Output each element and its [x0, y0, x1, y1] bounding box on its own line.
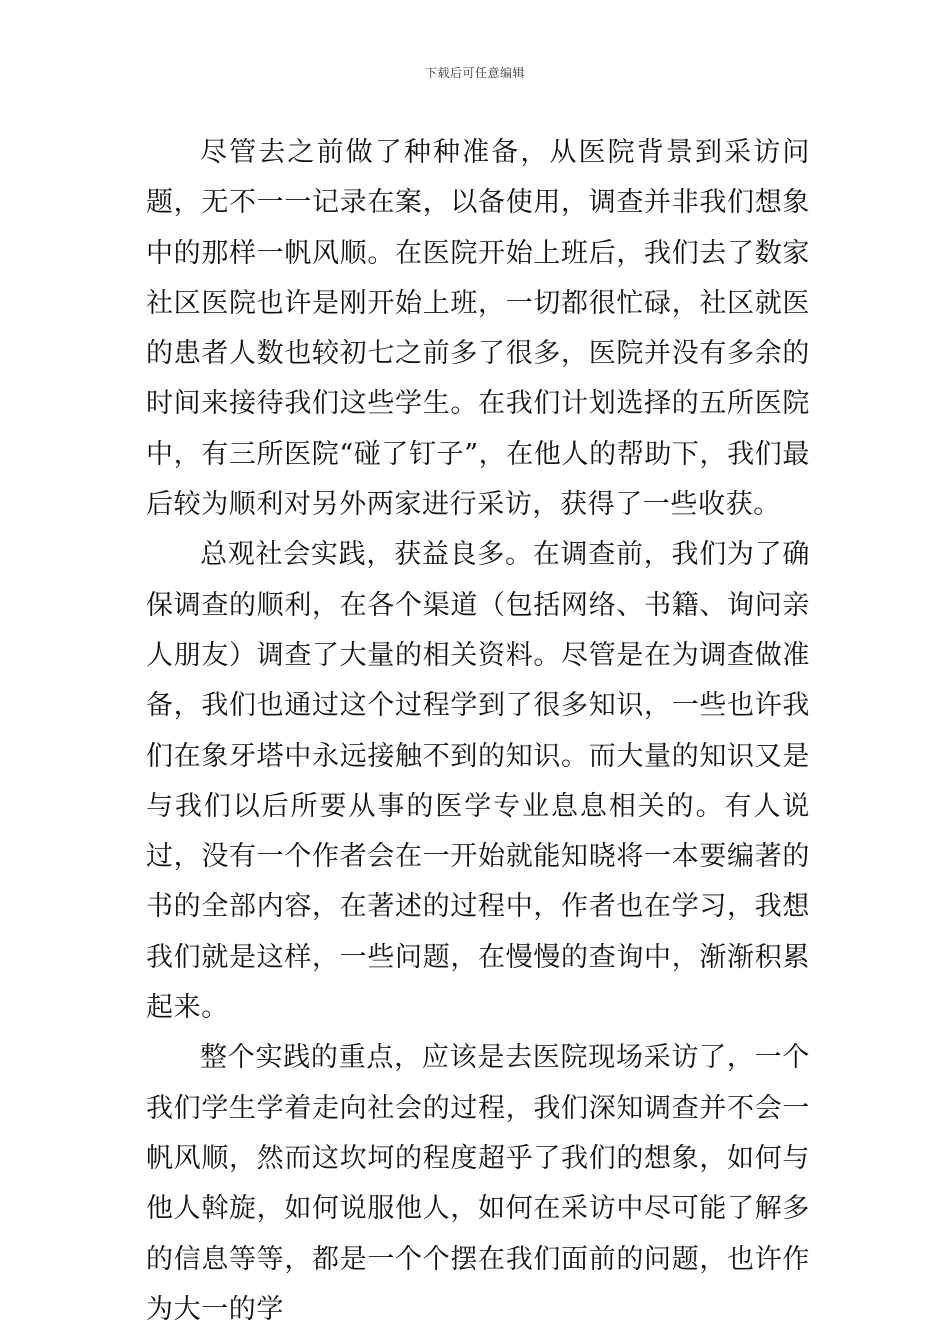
page-header-note: 下载后可任意编辑 — [424, 66, 525, 80]
paragraph-2: 总观社会实践，获益良多。在调查前，我们为了确保调查的顺利，在各个渠道（包括网络、书籍、询问亲人朋友）调查了大量的相关资料。尽管是在为调查做准备，我们也通过这个过程学到了很多知识，一些也许我们在象牙塔中永远接触不到的知识。而大量的知识又是与我们以后所要从事的医学专业息息相关的。有人说过，没有一个作者会在一开始就能知晓将一本要编著的书的全部内容，在著述的过程中，作者也在学习，我想我们就是这样，一些问题，在慢慢的查询中，渐渐积累起来。 — [146, 539, 810, 1024]
paragraph-3: 整个实践的重点，应该是去医院现场采访了，一个我们学生学着走向社会的过程，我们深知调查并不会一帆风顺，然而这坎坷的程度超乎了我们的想象，如何与他人斡旋，如何说服他人，如何在采访中尽可能了解多的信息等等，都是一个个摆在我们面前的问题，也许作为大一的学 — [146, 1042, 810, 1325]
paragraph-1: 尽管去之前做了种种准备，从医院背景到采访问题，无不一一记录在案，以备使用，调查并非我们想象中的那样一帆风顺。在医院开始上班后，我们去了数家社区医院也许是刚开始上班，一切都很忙碌，社区就医的患者人数也较初七之前多了很多，医院并没有多余的时间来接待我们这些学生。在我们计划选择的五所医院中，有三所医院“碰了钉子”，在他人的帮助下，我们最后较为顺利对另外两家进行采访，获得了一些收获。 — [146, 137, 810, 521]
document-body — [146, 128, 810, 1335]
